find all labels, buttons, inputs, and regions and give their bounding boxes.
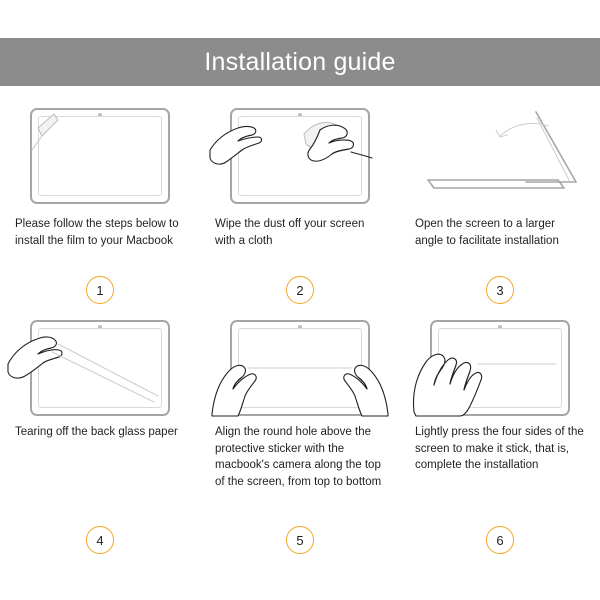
film-peel-corner-icon bbox=[38, 114, 58, 136]
step-4-number-wrap bbox=[8, 526, 192, 554]
step-number-badge: 5 bbox=[286, 526, 314, 554]
step-5-number-wrap bbox=[208, 526, 392, 554]
step-6 bbox=[400, 310, 600, 560]
step-number-badge: 3 bbox=[486, 276, 514, 304]
step-2-caption: Wipe the dust off your screen with a cloth bbox=[215, 218, 365, 247]
step-4-caption: Tearing off the back glass paper bbox=[15, 426, 178, 438]
step-1 bbox=[0, 98, 200, 310]
left-hand-icon bbox=[210, 127, 262, 165]
step-6-caption: Lightly press the four sides of the screen to make it stick, that is, complete the installation bbox=[415, 426, 584, 471]
step-number-badge: 1 bbox=[86, 276, 114, 304]
step-4-illustration bbox=[8, 318, 192, 414]
step-6-number-wrap bbox=[408, 526, 592, 554]
hand-pressing-icon bbox=[414, 354, 482, 416]
step-3-illustration bbox=[408, 106, 592, 206]
step-number-badge: 6 bbox=[486, 526, 514, 554]
step-1-illustration bbox=[8, 106, 192, 206]
step-2-number-wrap bbox=[208, 276, 392, 304]
steps-grid bbox=[0, 98, 600, 560]
step-2-illustration bbox=[208, 106, 392, 206]
step-1-caption: Please follow the steps below to install the film to your Macbook bbox=[15, 218, 179, 247]
step-4 bbox=[0, 310, 200, 560]
step-3 bbox=[400, 98, 600, 310]
left-hand-holding-film-icon bbox=[212, 365, 256, 416]
laptop-open-angle-icon bbox=[408, 106, 592, 210]
film-peel-edge-icon bbox=[32, 136, 42, 150]
steps-row-2 bbox=[0, 310, 600, 560]
step-1-number-wrap bbox=[8, 276, 192, 304]
step-6-illustration bbox=[408, 318, 592, 414]
step-number-badge: 4 bbox=[86, 526, 114, 554]
header-bar bbox=[0, 38, 600, 86]
right-hand-holding-film-icon bbox=[344, 365, 388, 416]
step-3-caption: Open the screen to a larger angle to facilitate installation bbox=[415, 218, 559, 247]
step-2 bbox=[200, 98, 400, 310]
page-title: Installation guide bbox=[204, 47, 396, 76]
right-hand-with-cloth-icon bbox=[304, 122, 372, 161]
steps-row-1 bbox=[0, 98, 600, 310]
step-5-illustration bbox=[208, 318, 392, 414]
hand-tearing-paper-icon bbox=[8, 337, 158, 402]
step-3-number-wrap bbox=[408, 276, 592, 304]
step-number-badge: 2 bbox=[286, 276, 314, 304]
step-5 bbox=[200, 310, 400, 560]
step-5-caption: Align the round hole above the protective sticker with the macbook's camera along the top of the screen, from top to bottom bbox=[215, 426, 382, 488]
